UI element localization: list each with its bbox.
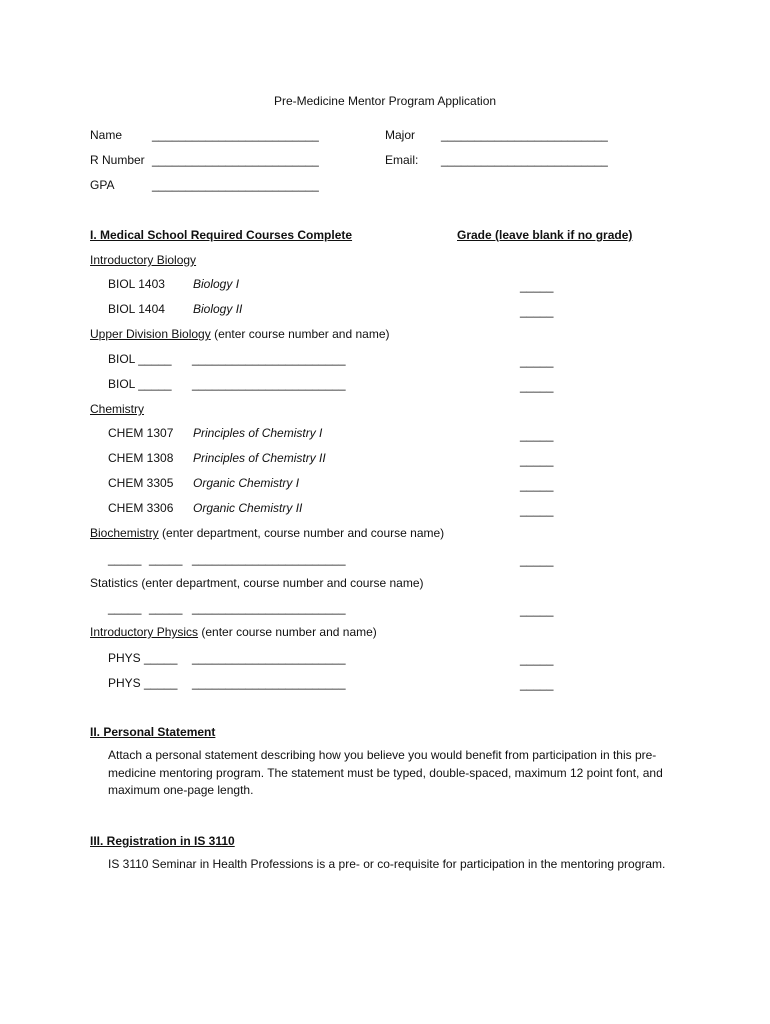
- rnumber-field[interactable]: _________________________: [152, 153, 319, 167]
- biochemistry-label: Biochemistry: [90, 526, 159, 540]
- course-code: CHEM 3306: [108, 501, 174, 515]
- department-field[interactable]: _____: [108, 552, 142, 566]
- grade-field[interactable]: _____: [520, 603, 554, 617]
- email-field[interactable]: _________________________: [441, 153, 608, 167]
- course-code: CHEM 3305: [108, 476, 174, 490]
- course-number-field[interactable]: _____: [149, 552, 183, 566]
- physics-label: Introductory Physics: [90, 625, 199, 639]
- grade-field[interactable]: _____: [520, 478, 554, 492]
- course-code: CHEM 1307: [108, 426, 174, 440]
- course-name: Principles of Chemistry I: [193, 426, 323, 440]
- course-name-field[interactable]: _______________________: [192, 601, 346, 615]
- upper-biology-label: Upper Division Biology: [90, 327, 211, 341]
- name-label: Name: [90, 128, 123, 142]
- course-code: BIOL 1403: [108, 277, 165, 291]
- course-name-field[interactable]: _______________________: [192, 651, 346, 665]
- grade-field[interactable]: _____: [520, 453, 554, 467]
- grade-field[interactable]: _____: [520, 379, 554, 393]
- name-field[interactable]: _________________________: [152, 128, 319, 142]
- grade-field[interactable]: _____: [520, 428, 554, 442]
- personal-statement-text: Attach a personal statement describing how you believe you would benefit from participation in this pre-medicine mentoring program. The statement must be typed, double-spaced, maximum 12 point font, and maximum one-page length.: [108, 748, 663, 797]
- upper-biology-note: (enter course number and name): [210, 327, 390, 341]
- grade-field[interactable]: _____: [520, 677, 554, 691]
- grade-field[interactable]: _____: [520, 304, 554, 318]
- physics-label-line: [90, 625, 377, 639]
- course-code: BIOL 1404: [108, 302, 165, 316]
- section1-heading: I. Medical School Required Courses Complete: [90, 228, 353, 242]
- email-label: Email:: [385, 153, 419, 167]
- course-name-field[interactable]: _______________________: [192, 377, 346, 391]
- statistics-label: Statistics (enter department, course number and course name): [90, 576, 424, 590]
- major-label: Major: [385, 128, 416, 142]
- section2-heading: II. Personal Statement: [90, 725, 216, 739]
- gpa-field[interactable]: _________________________: [152, 178, 319, 192]
- department-field[interactable]: _____: [108, 601, 142, 615]
- rnumber-label: R Number: [90, 153, 145, 167]
- course-code-field[interactable]: BIOL _____: [108, 377, 172, 391]
- chemistry-label: Chemistry: [90, 402, 145, 416]
- grade-field[interactable]: _____: [520, 553, 554, 567]
- biochemistry-label-line: [90, 526, 444, 540]
- course-number-field[interactable]: _____: [149, 601, 183, 615]
- physics-note: (enter course number and name): [198, 625, 377, 639]
- course-name-field[interactable]: _______________________: [192, 552, 346, 566]
- grade-field[interactable]: _____: [520, 652, 554, 666]
- course-name: Principles of Chemistry II: [193, 451, 326, 465]
- intro-biology-label: Introductory Biology: [90, 253, 197, 267]
- course-name: Organic Chemistry II: [193, 501, 303, 515]
- course-code-field[interactable]: PHYS _____: [108, 651, 178, 665]
- major-field[interactable]: _________________________: [441, 128, 608, 142]
- grade-field[interactable]: _____: [520, 354, 554, 368]
- course-name-field[interactable]: _______________________: [192, 352, 346, 366]
- page-title: Pre-Medicine Mentor Program Application: [273, 94, 497, 108]
- grade-field[interactable]: _____: [520, 279, 554, 293]
- course-code-field[interactable]: BIOL _____: [108, 352, 172, 366]
- course-code: CHEM 1308: [108, 451, 174, 465]
- registration-text: IS 3110 Seminar in Health Professions is a pre- or co-requisite for participation in the mentoring program.: [108, 857, 666, 871]
- course-name-field[interactable]: _______________________: [192, 676, 346, 690]
- course-name: Biology II: [193, 302, 243, 316]
- grade-heading: Grade (leave blank if no grade): [457, 228, 633, 242]
- section3-heading: III. Registration in IS 3110: [90, 834, 235, 848]
- grade-field[interactable]: _____: [520, 503, 554, 517]
- course-name: Organic Chemistry I: [193, 476, 300, 490]
- gpa-label: GPA: [90, 178, 115, 192]
- course-code-field[interactable]: PHYS _____: [108, 676, 178, 690]
- biochemistry-note: (enter department, course number and course name): [158, 526, 445, 540]
- course-name: Biology I: [193, 277, 240, 291]
- upper-biology-label-line: [90, 327, 390, 341]
